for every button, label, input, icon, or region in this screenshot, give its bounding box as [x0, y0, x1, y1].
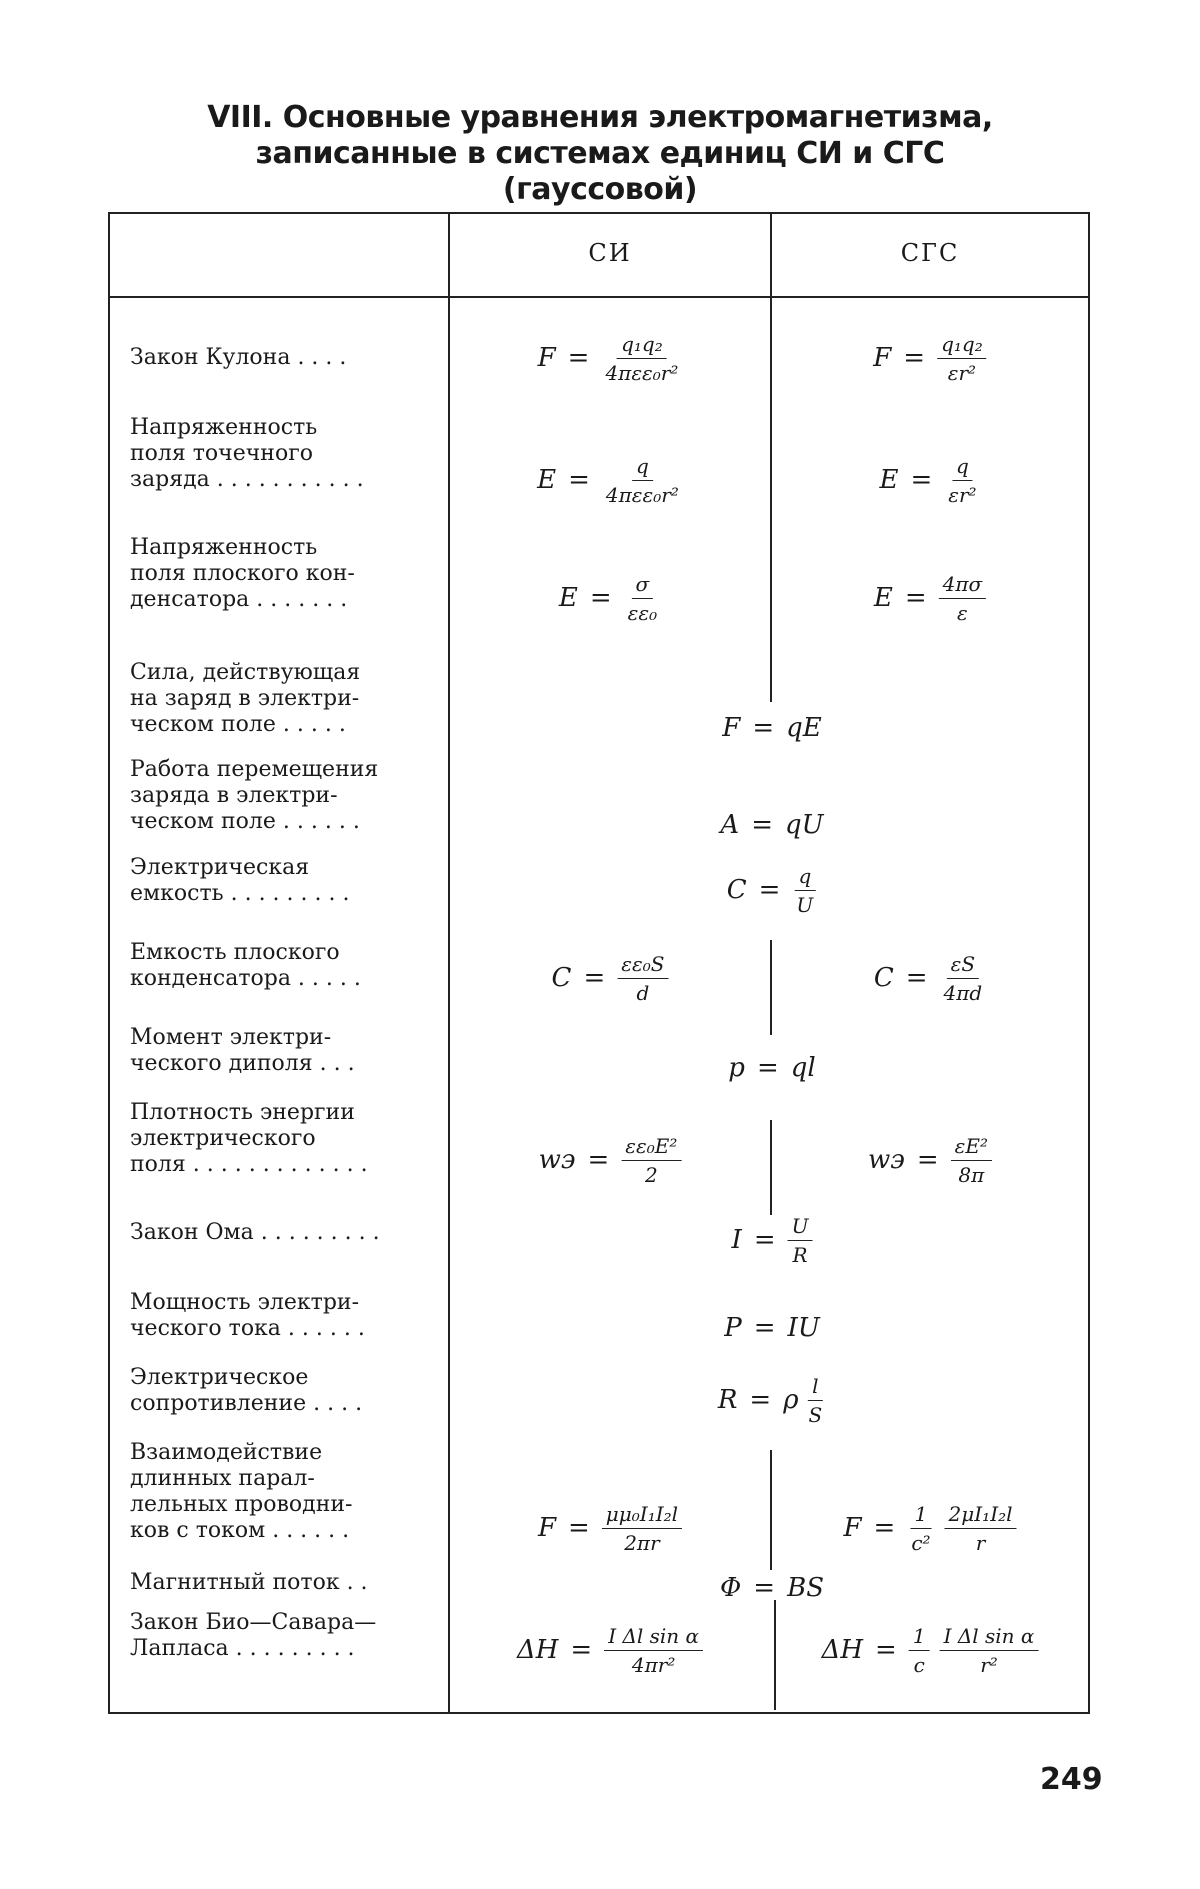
formula-si-13-lhs: F [537, 1513, 556, 1543]
row-label-7-line-1: Емкость плоского [130, 940, 340, 965]
row-label-2-line-3: заряда . . . . . . . . . . . [130, 467, 364, 492]
row-label-7-line-2: конденсатора . . . . . [130, 966, 361, 991]
formula-common-11-rhs: IU [787, 1313, 820, 1343]
formula-cgs-15-prefactor-fraction [909, 1624, 930, 1677]
formula-cgs-13-fraction [945, 1502, 1017, 1555]
formula-si-3-denominator: εε₀ [627, 600, 658, 625]
formula-si-15-equals: = [570, 1635, 593, 1665]
row-label-2-line-2: поля точечного [130, 441, 313, 466]
formula-common-5-equals: = [751, 810, 774, 840]
si-cgs-divider-capacitor [770, 940, 772, 1035]
formula-common-10-fraction [788, 1214, 813, 1267]
row-label-13-line-3: лельных проводни- [130, 1492, 353, 1517]
formula-si-15 [517, 1610, 703, 1690]
formula-common-4 [722, 688, 821, 768]
row-label-15 [130, 1610, 440, 1662]
formula-cgs-13-numerator: 2μI₁I₂l [945, 1502, 1017, 1529]
formula-si-13-denominator: 2πr [624, 1530, 660, 1555]
formula-cgs-1-equals: = [903, 343, 926, 373]
formula-common-11 [724, 1288, 819, 1368]
row-label-15-line-1: Закон Био—Савара— [130, 1610, 377, 1635]
formula-cgs-15-denominator: r² [980, 1652, 998, 1677]
formula-si-7 [552, 938, 669, 1018]
row-label-5-line-2: заряда в электри- [130, 783, 338, 808]
formula-si-1-equals: = [567, 343, 590, 373]
formula-common-4-rhs: qE [786, 713, 822, 743]
formula-cgs-2-equals: = [910, 465, 933, 495]
formula-si-9-numerator: εε₀E² [621, 1134, 681, 1161]
formula-cgs-1-fraction [937, 332, 987, 385]
formula-common-4-equals: = [752, 713, 775, 743]
formula-cgs-15-fraction [940, 1624, 1039, 1677]
header-separator [108, 296, 1090, 298]
formula-common-6-denominator: U [796, 892, 814, 917]
row-label-8-line-1: Момент электри- [130, 1025, 332, 1050]
formula-cgs-9-fraction [951, 1134, 992, 1187]
formula-cgs-3-denominator: ε [957, 600, 968, 625]
title-line-1: VIII. Основные уравнения электромагнетизма, [207, 100, 993, 135]
formula-si-3-lhs: E [558, 583, 578, 613]
row-label-6-line-2: емкость . . . . . . . . . [130, 881, 350, 906]
formula-common-14-rhs: BS [787, 1573, 825, 1603]
row-label-13-line-4: ков с током . . . . . . [130, 1518, 350, 1543]
table-left-border [108, 212, 110, 1714]
formula-common-10-equals: = [753, 1225, 776, 1255]
row-label-12 [130, 1365, 440, 1417]
formula-si-3-fraction [624, 572, 661, 625]
formula-si-2-numerator: q [632, 454, 653, 481]
formula-si-13-equals: = [568, 1513, 590, 1543]
formula-si-2-denominator: 4πεε₀r² [605, 482, 679, 507]
row-label-11-line-1: Мощность электри- [130, 1290, 360, 1315]
formula-common-6-numerator: q [794, 864, 815, 891]
row-label-10-line-1: Закон Ома . . . . . . . . . [130, 1220, 380, 1245]
formula-common-14-lhs: Φ [719, 1573, 742, 1603]
formula-si-15-lhs: ΔH [516, 1635, 559, 1665]
label-column-divider [448, 212, 450, 1712]
formula-cgs-7 [874, 938, 986, 1018]
formula-si-15-numerator: I Δl sin α [604, 1624, 703, 1651]
formula-cgs-13-equals: = [873, 1513, 896, 1543]
formula-cgs-3-equals: = [904, 583, 927, 613]
row-label-9-line-3: поля . . . . . . . . . . . . . [130, 1152, 368, 1177]
formula-cgs-2-lhs: E [879, 465, 899, 495]
formula-common-12-numerator: l [808, 1374, 822, 1401]
formula-common-12-prefix: ρ [783, 1385, 799, 1415]
formula-cgs-9-numerator: εE² [951, 1134, 992, 1161]
formula-common-8 [728, 1028, 815, 1108]
formula-cgs-2-fraction [944, 454, 980, 507]
formula-cgs-15-prefactor-denominator: c [913, 1652, 925, 1677]
row-label-5 [130, 757, 440, 835]
formula-cgs-2-denominator: εr² [948, 482, 977, 507]
formula-cgs-7-lhs: C [873, 963, 894, 993]
formula-common-4-lhs: F [722, 713, 741, 743]
row-label-10 [130, 1220, 440, 1246]
formula-cgs-7-numerator: εS [947, 952, 979, 979]
formula-common-6-equals: = [758, 875, 781, 905]
row-label-6 [130, 855, 440, 907]
table-right-border [1088, 212, 1090, 1714]
row-label-3-line-2: поля плоского кон- [130, 561, 355, 586]
row-label-1-line-1: Закон Кулона . . . . [130, 345, 347, 370]
formula-si-1-fraction [601, 332, 682, 385]
formula-si-1 [538, 318, 683, 398]
formula-si-2 [537, 440, 683, 520]
row-label-3-line-3: денсатора . . . . . . . [130, 587, 348, 612]
formula-si-1-lhs: F [537, 343, 556, 373]
formula-common-12-fraction [804, 1374, 826, 1427]
row-label-3-line-1: Напряженность [130, 535, 318, 560]
formula-cgs-13-prefactor-denominator: c² [911, 1530, 931, 1555]
row-label-2 [130, 415, 440, 493]
row-label-12-line-2: сопротивление . . . . [130, 1391, 363, 1416]
formula-si-15-denominator: 4πr² [631, 1652, 676, 1677]
table-top-border [108, 212, 1090, 214]
formula-common-8-lhs: p [728, 1053, 745, 1083]
formula-si-13 [538, 1488, 682, 1568]
formula-common-12-lhs: R [717, 1385, 738, 1415]
formula-cgs-13-lhs: F [843, 1513, 862, 1543]
row-label-11-line-2: ческого тока . . . . . . [130, 1316, 365, 1341]
header-si: СИ [588, 239, 632, 267]
formula-si-1-denominator: 4πεε₀r² [605, 360, 679, 385]
row-label-5-line-1: Работа перемещения [130, 757, 379, 782]
row-label-8 [130, 1025, 440, 1077]
formula-si-3 [559, 558, 661, 638]
formula-common-11-lhs: P [724, 1313, 742, 1343]
header-cgs: СГС [900, 239, 960, 267]
formula-common-6 [727, 850, 818, 930]
row-label-4-line-1: Сила, действующая [130, 660, 361, 685]
formula-cgs-7-denominator: 4πd [943, 980, 983, 1005]
formula-common-10 [732, 1200, 813, 1280]
row-label-13-line-1: Взаимодействие [130, 1440, 323, 1465]
formula-cgs-1 [873, 318, 986, 398]
formula-cgs-1-lhs: F [873, 343, 892, 373]
formula-cgs-15-numerator: I Δl sin α [940, 1624, 1039, 1651]
formula-si-2-equals: = [568, 465, 590, 495]
row-label-9-line-2: электрического [130, 1126, 316, 1151]
formula-si-3-equals: = [589, 583, 612, 613]
formula-cgs-3-lhs: E [873, 583, 893, 613]
formula-si-9-fraction [621, 1134, 681, 1187]
formula-common-6-lhs: C [726, 875, 747, 905]
formula-common-8-equals: = [756, 1053, 779, 1083]
formula-cgs-2-numerator: q [952, 454, 973, 481]
formula-cgs-7-equals: = [905, 963, 928, 993]
formula-si-13-numerator: μμ₀I₁I₂l [602, 1502, 682, 1529]
formula-si-2-fraction [602, 454, 683, 507]
formula-si-9-lhs: wэ [538, 1145, 576, 1175]
formula-cgs-15-lhs: ΔH [821, 1635, 864, 1665]
row-label-14 [130, 1570, 440, 1596]
formula-cgs-15 [822, 1610, 1039, 1690]
formula-si-7-equals: = [583, 963, 606, 993]
formula-common-5-rhs: qU [785, 810, 824, 840]
formula-cgs-2 [879, 440, 980, 520]
formula-common-14 [720, 1548, 824, 1628]
formula-cgs-13-prefactor-fraction [907, 1502, 934, 1555]
formula-si-1-numerator: q₁q₂ [617, 332, 667, 359]
formula-cgs-9-lhs: wэ [868, 1145, 905, 1175]
row-label-7 [130, 940, 440, 992]
formula-cgs-1-denominator: εr² [947, 360, 977, 385]
formula-si-7-fraction [617, 952, 668, 1005]
formula-common-14-equals: = [753, 1573, 776, 1603]
formula-cgs-3-numerator: 4πσ [939, 572, 987, 599]
formula-si-13-fraction [602, 1502, 682, 1555]
formula-si-7-lhs: C [551, 963, 572, 993]
row-label-5-line-3: ческом поле . . . . . . [130, 809, 360, 834]
si-cgs-divider-top [770, 212, 772, 702]
row-label-4-line-2: на заряд в электри- [130, 686, 360, 711]
row-label-4-line-3: ческом поле . . . . . [130, 712, 346, 737]
formula-common-10-denominator: R [792, 1242, 808, 1267]
row-label-1 [130, 345, 440, 371]
row-label-14-line-1: Магнитный поток . . [130, 1570, 368, 1595]
formula-common-10-lhs: I [731, 1225, 742, 1255]
formula-cgs-15-equals: = [875, 1635, 897, 1665]
row-label-11 [130, 1290, 440, 1342]
formula-si-7-denominator: d [636, 980, 650, 1005]
row-label-15-line-2: Лапласа . . . . . . . . . [130, 1636, 355, 1661]
title-line-3: (гауссовой) [502, 172, 698, 207]
formula-cgs-1-numerator: q₁q₂ [937, 332, 987, 359]
formula-cgs-3-fraction [939, 572, 987, 625]
formula-si-9 [539, 1120, 682, 1200]
formula-cgs-9-equals: = [916, 1145, 939, 1175]
formula-common-12 [718, 1360, 826, 1440]
formula-si-2-lhs: E [537, 465, 557, 495]
row-label-2-line-1: Напряженность [130, 415, 318, 440]
formula-common-10-numerator: U [788, 1214, 813, 1241]
formula-common-12-equals: = [749, 1385, 772, 1415]
formula-common-5-lhs: A [720, 810, 740, 840]
formula-common-12-denominator: S [808, 1402, 823, 1427]
formula-cgs-9 [868, 1120, 992, 1200]
row-label-4 [130, 660, 440, 738]
formula-si-3-numerator: σ [632, 572, 654, 599]
formula-cgs-7-fraction [940, 952, 987, 1005]
formula-common-6-fraction [792, 864, 817, 917]
formula-common-11-equals: = [753, 1313, 776, 1343]
formula-common-8-rhs: ql [790, 1053, 816, 1083]
row-label-9-line-1: Плотность энергии [130, 1100, 355, 1125]
row-label-3 [130, 535, 440, 613]
row-label-12-line-1: Электрическое [130, 1365, 309, 1390]
formula-cgs-9-denominator: 8π [958, 1162, 985, 1187]
formula-si-7-numerator: εε₀S [617, 952, 668, 979]
formula-cgs-13-denominator: r [975, 1530, 986, 1555]
row-label-13-line-2: длинных парал- [130, 1466, 315, 1491]
formula-si-9-denominator: 2 [644, 1162, 658, 1187]
row-label-13 [130, 1440, 440, 1544]
table-bottom-border [108, 1712, 1090, 1714]
row-label-8-line-2: ческого диполя . . . [130, 1051, 355, 1076]
formula-cgs-13 [843, 1488, 1016, 1568]
page-number: 249 [1040, 1762, 1103, 1797]
formula-si-9-equals: = [587, 1145, 610, 1175]
row-label-9 [130, 1100, 440, 1178]
formula-cgs-3 [874, 558, 986, 638]
formula-si-15-fraction [604, 1624, 703, 1677]
formula-cgs-15-prefactor-numerator: 1 [909, 1624, 930, 1651]
title-line-2: записанные в системах единиц СИ и СГС [255, 136, 945, 171]
formula-cgs-13-prefactor-numerator: 1 [911, 1502, 932, 1529]
row-label-6-line-1: Электрическая [130, 855, 310, 880]
